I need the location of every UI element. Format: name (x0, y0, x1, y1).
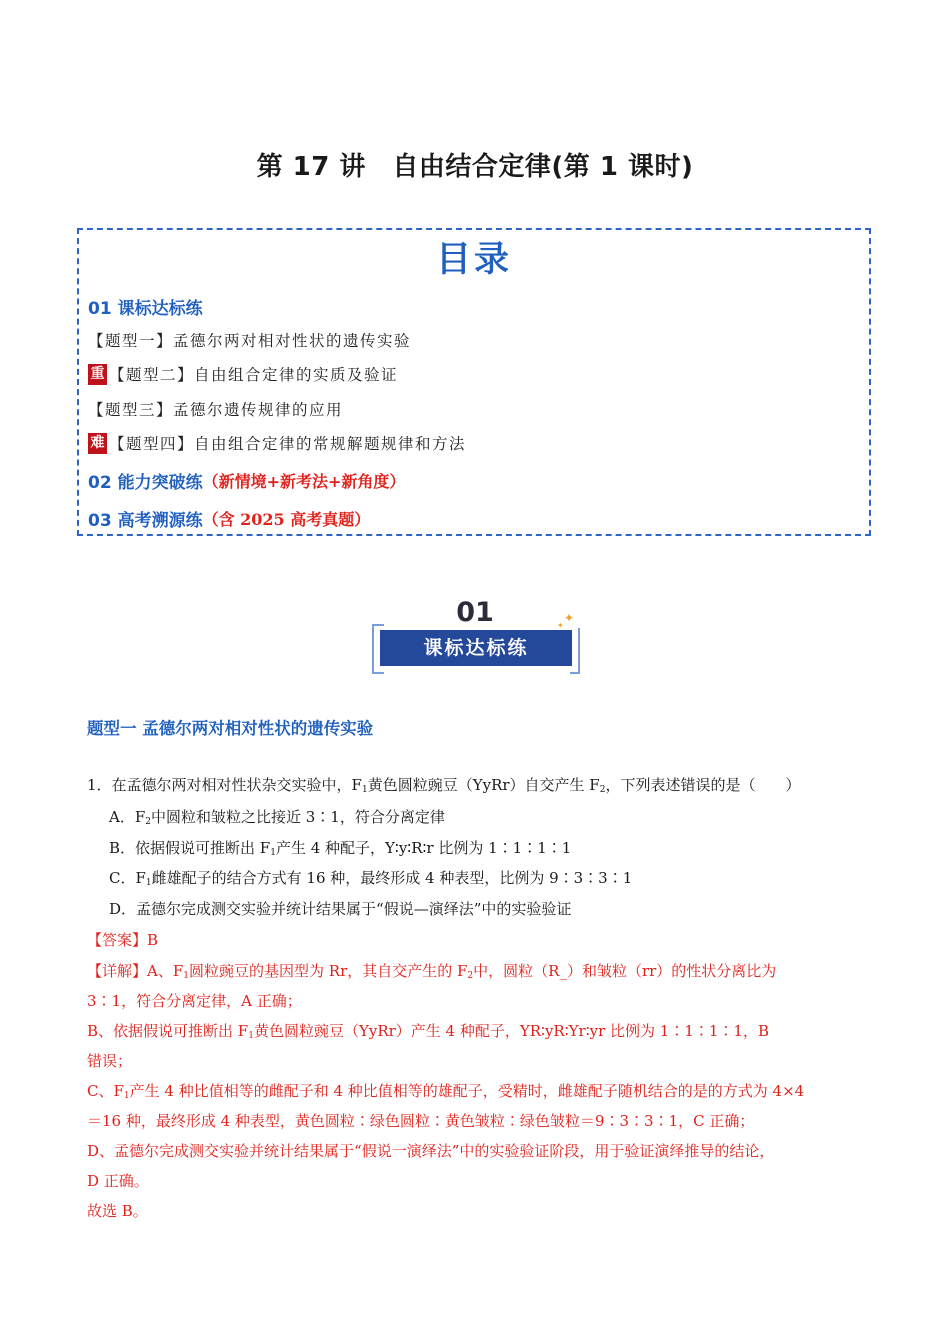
toc-heading: 目录 (435, 240, 512, 280)
explanation-line-6: ＝16 种，最终形成 4 种表型，黄色圆粒∶绿色圆粒∶黄色皱粒∶绿色皱粒＝9∶3∶3∶1，C 正确； (87, 1112, 755, 1130)
explanation-line-3: B、依据假说可推断出 $F_1$黄色圆粒豌豆（YyRr）产生 4 种配子，YR∶yR∶Yr∶yr 比例为 1∶1∶1∶1，B (87, 1022, 769, 1041)
toc-section-note: （含 2025 高考真题） (202, 510, 371, 529)
toc-topic-label: 【题型四】自由组合定律的常规解题规律和方法 (109, 435, 467, 453)
explanation-line-9: 故选 B。 (87, 1202, 148, 1220)
toc-section-1[interactable] (88, 294, 203, 319)
sparkle-icon: ✦ (564, 611, 575, 625)
option-a[interactable]: A．$F_2$中圆粒和皱粒之比接近 3∶1，符合分离定律 (109, 808, 445, 827)
toc-topic-3[interactable] (88, 398, 343, 420)
answer-line: 【答案】B (87, 931, 159, 949)
toc-section-label: 02 能力突破练 (88, 473, 203, 493)
toc-topic-1[interactable] (88, 329, 411, 351)
toc-topic-label: 【题型三】孟德尔遗传规律的应用 (88, 401, 344, 419)
toc-topic-4[interactable] (88, 432, 466, 454)
explanation-line-8: D 正确。 (87, 1172, 149, 1190)
explanation-line-2: 3∶1，符合分离定律，A 正确； (87, 992, 302, 1010)
explanation-line-4: 错误； (87, 1052, 133, 1070)
explanation-line-1: 【详解】A、$F_1$圆粒豌豆的基因型为 Rr，其自交产生的 $F_2$中，圆粒（R_）和皱粒（rr）的性状分离比为 (87, 962, 777, 981)
toc-section-3[interactable] (88, 506, 370, 531)
difficult-badge: 难 (88, 433, 107, 454)
banner-label: 课标达标练 (380, 630, 572, 666)
question-type-heading: 题型一 孟德尔两对相对性状的遗传实验 (87, 719, 374, 738)
banner-number: 01 (456, 597, 494, 628)
option-b[interactable]: B．依据假说可推断出 $F_1$产生 4 种配子，Y∶y∶R∶r 比例为 1∶1∶1∶1 (109, 839, 572, 858)
toc-topic-label: 【题型二】自由组合定律的实质及验证 (109, 366, 399, 384)
option-c[interactable]: C．$F_1$雌雄配子的结合方式有 16 种，最终形成 4 种表型，比例为 9∶3∶3∶1 (109, 869, 633, 888)
key-badge: 重 (88, 364, 107, 385)
toc-section-note: （新情境+新考法+新角度） (202, 472, 406, 491)
page-title: 第 17 讲 自由结合定律(第 1 课时) (256, 152, 694, 182)
explanation-line-7: D、孟德尔完成测交实验并统计结果属于“假说一演绎法”中的实验验证阶段，用于验证演绎推导的结论， (87, 1142, 775, 1160)
section-banner (370, 597, 580, 677)
toc-topic-label: 【题型一】孟德尔两对相对性状的遗传实验 (88, 332, 412, 350)
explanation-line-5: C、$F_1$产生 4 种比值相等的雌配子和 4 种比值相等的雄配子，受精时，雌雄配子随机结合的是的方式为 4×4 (87, 1082, 805, 1101)
sparkle-icon: ✦ (557, 621, 564, 630)
option-d[interactable]: D．孟德尔完成测交实验并统计结果属于“假说—演绎法”中的实验验证 (109, 900, 572, 918)
toc-section-label: 03 高考溯源练 (88, 511, 203, 531)
question-stem: 1．在孟德尔两对相对性状杂交实验中，$F_1$黄色圆粒豌豆（YyRr）自交产生 $F_2$，下列表述错误的是（ ） (87, 776, 801, 795)
toc-topic-2[interactable] (88, 363, 398, 385)
toc-section-2[interactable] (88, 468, 405, 493)
table-of-contents (77, 228, 871, 536)
toc-section-label: 01 课标达标练 (88, 299, 203, 319)
